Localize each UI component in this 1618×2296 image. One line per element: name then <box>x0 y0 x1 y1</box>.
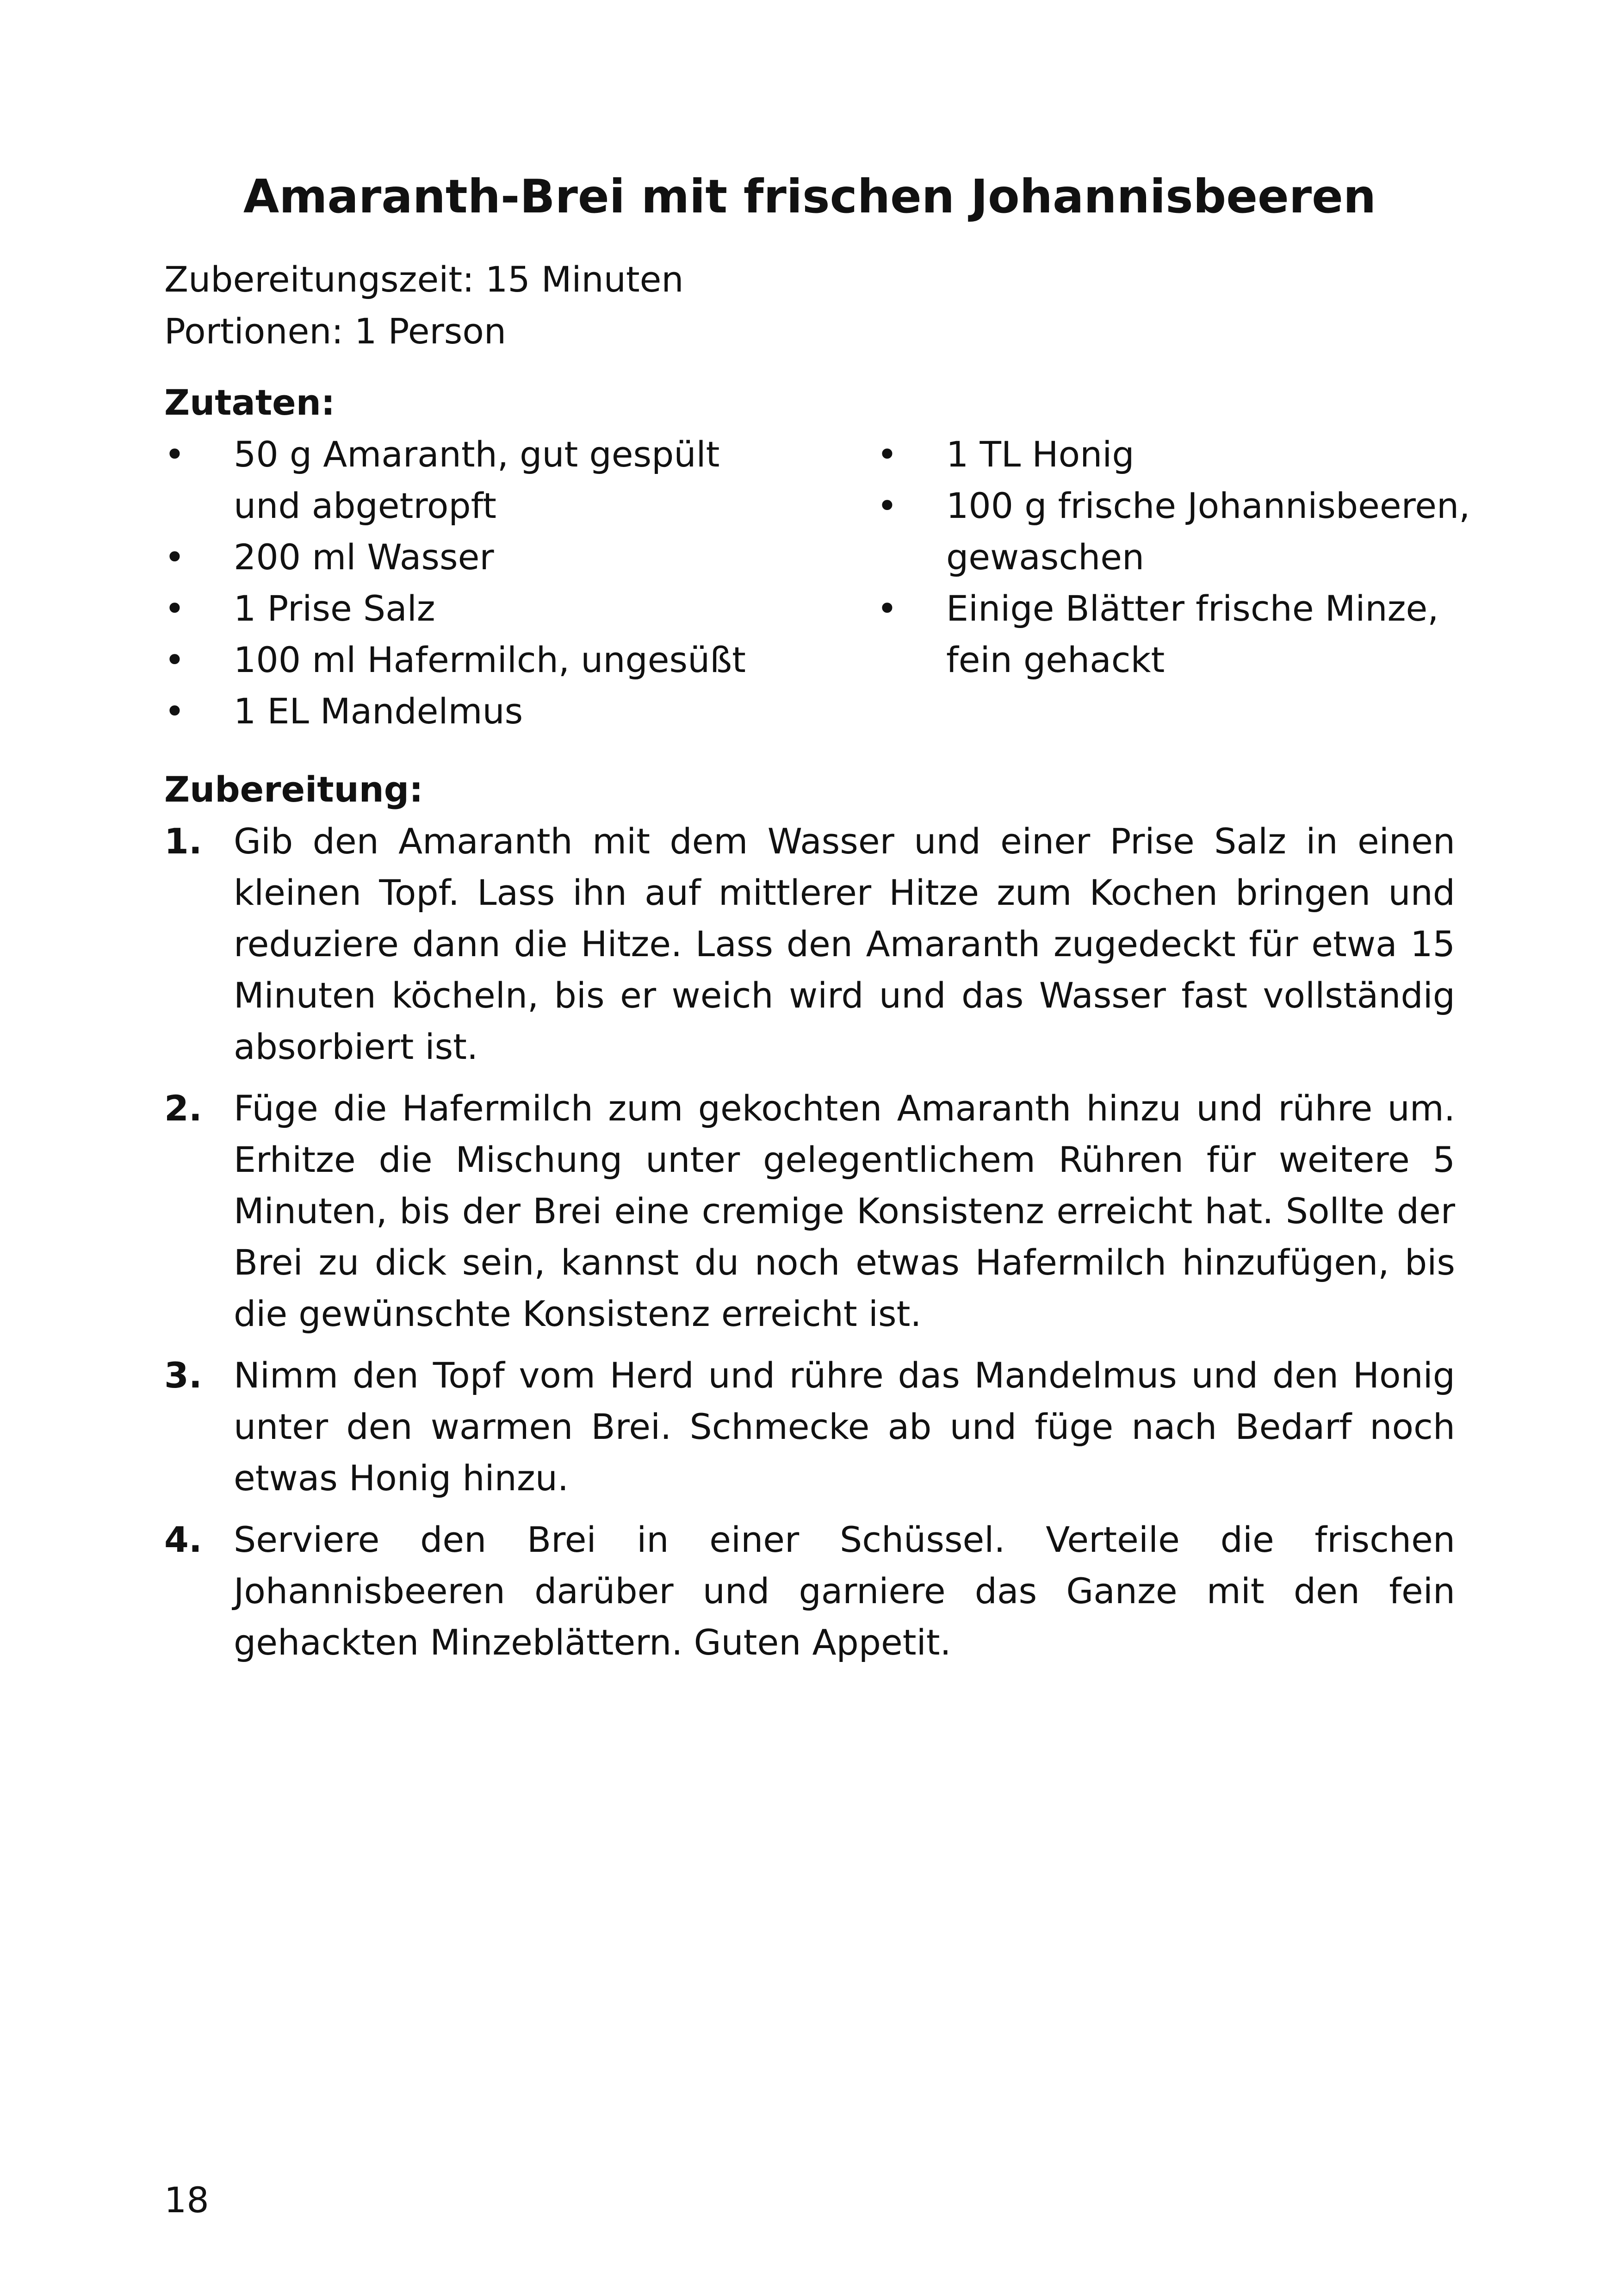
bullet-icon: • <box>164 588 185 629</box>
ingredient-text: 100 ml Hafermilch, ungesüßt <box>234 639 746 680</box>
ingredient-item <box>877 480 1478 583</box>
recipe-meta <box>164 254 684 357</box>
bullet-icon: • <box>877 588 898 629</box>
ingredient-item <box>164 531 766 583</box>
ingredient-item <box>877 583 1478 685</box>
step-item <box>164 815 1455 1072</box>
ingredient-item <box>877 429 1478 480</box>
step-number: 2. <box>164 1088 202 1129</box>
bullet-icon: • <box>877 485 898 526</box>
ingredient-text: 1 Prise Salz <box>234 588 435 629</box>
bullet-icon: • <box>164 639 185 680</box>
bullet-icon: • <box>164 434 185 475</box>
step-text: Gib den Amaranth mit dem Wasser und einer Prise Salz in einen kleinen Topf. Lass ihn auf mittlerer Hitze zum Kochen bringen und reduziere dann die Hitze. Lass den Amaranth zugedeckt für etwa 15 Minuten köcheln, bis er weich wird und das Wasser fast vollständig absorbiert ist. <box>234 821 1455 1067</box>
ingredient-text: 50 g Amaranth, gut gespült und abgetropft <box>234 434 720 526</box>
preparation-heading: Zubereitung: <box>164 769 423 810</box>
ingredient-item <box>164 429 766 531</box>
recipe-title: Amaranth-Brei mit frischen Johannisbeeren <box>243 169 1376 224</box>
ingredient-text: 100 g frische Johannisbeeren, gewaschen <box>946 485 1470 578</box>
bullet-icon: • <box>877 434 898 475</box>
servings: Portionen: 1 Person <box>164 311 507 352</box>
ingredient-text: Einige Blätter frische Minze, fein gehackt <box>946 588 1439 680</box>
ingredient-text: 1 EL Mandelmus <box>234 691 523 732</box>
ingredients-list-left <box>164 429 766 737</box>
step-item <box>164 1350 1455 1504</box>
page-number: 18 <box>164 2179 209 2221</box>
preparation-steps <box>164 815 1455 1678</box>
ingredients-heading: Zutaten: <box>164 382 335 423</box>
step-item <box>164 1514 1455 1668</box>
prep-time: Zubereitungszeit: 15 Minuten <box>164 259 684 300</box>
step-number: 1. <box>164 821 202 862</box>
step-text: Serviere den Brei in einer Schüssel. Verteile die frischen Johannisbeeren darüber und garniere das Ganze mit den fein gehackten Minzeblättern. Guten Appetit. <box>234 1519 1455 1663</box>
ingredients-list-right <box>877 429 1478 685</box>
bullet-icon: • <box>164 691 185 732</box>
ingredient-text: 200 ml Wasser <box>234 536 494 578</box>
ingredient-item <box>164 685 766 737</box>
ingredient-item <box>164 583 766 634</box>
step-number: 4. <box>164 1519 202 1560</box>
step-item <box>164 1083 1455 1339</box>
ingredient-text: 1 TL Honig <box>946 434 1134 475</box>
ingredient-item <box>164 634 766 685</box>
step-text: Nimm den Topf vom Herd und rühre das Mandelmus und den Honig unter den warmen Brei. Schmecke ab und füge nach Bedarf noch etwas Honig hinzu. <box>234 1355 1455 1499</box>
step-number: 3. <box>164 1355 202 1396</box>
bullet-icon: • <box>164 536 185 578</box>
step-text: Füge die Hafermilch zum gekochten Amaranth hinzu und rühre um. Erhitze die Mischung unter gelegentlichem Rühren für weitere 5 Minuten, bis der Brei eine cremige Konsistenz erreicht hat. Sollte der Brei zu dick sein, kannst du noch etwas Hafermilch hinzufügen, bis die gewünschte Konsistenz erreicht ist. <box>234 1088 1455 1334</box>
